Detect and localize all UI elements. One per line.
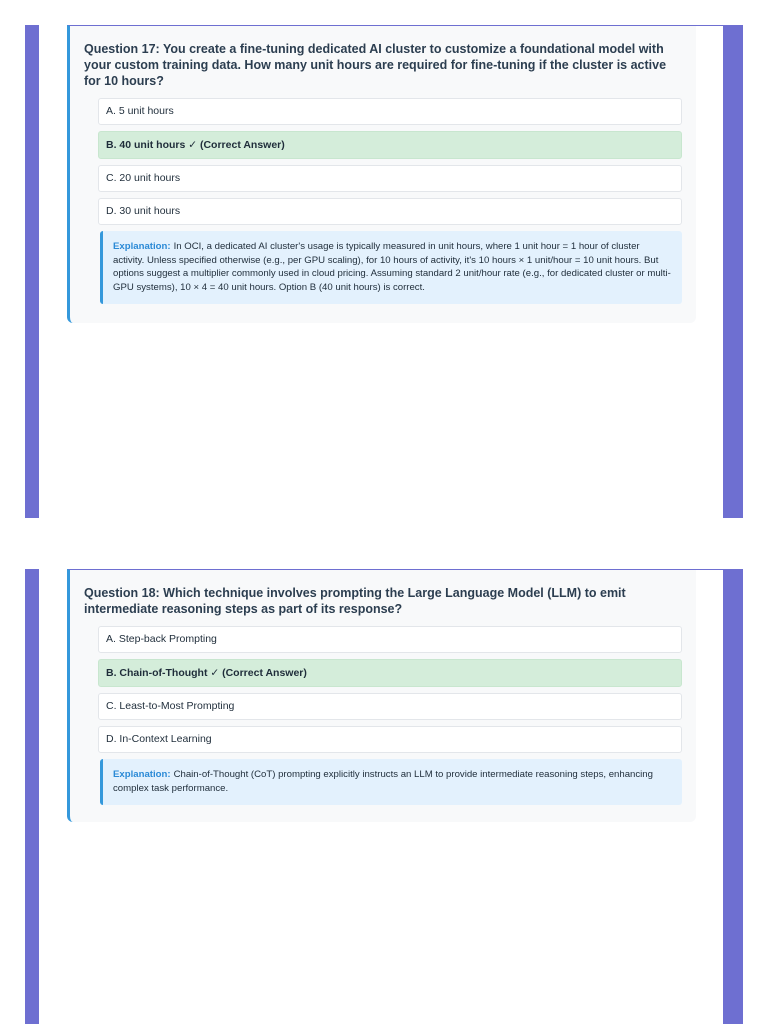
options-list	[98, 626, 682, 805]
option-c[interactable]: C. 20 unit hours	[98, 165, 682, 192]
explanation-label: Explanation:	[113, 241, 171, 252]
left-accent-bar	[25, 569, 39, 1024]
option-d[interactable]: D. 30 unit hours	[98, 198, 682, 225]
option-c[interactable]: C. Least-to-Most Prompting	[98, 693, 682, 720]
explanation-label: Explanation:	[113, 769, 171, 780]
option-b-correct[interactable]: B. 40 unit hours ✓ (Correct Answer)	[98, 131, 682, 159]
option-a[interactable]: A. Step-back Prompting	[98, 626, 682, 653]
explanation-text: In OCI, a dedicated AI cluster's usage is typically measured in unit hours, where 1 unit hour = 1 hour of cluster activity. Unless specified otherwise (e.g., per GPU scaling), for 10 hours of activity, it's 10 hours × 1 unit/hour = 10 unit hours. But options suggest a multiplier commonly used in cloud pricing. Assuming standard 2 unit/hour rate (e.g., for dedicated cluster or multi-GPU systems), 10 × 4 = 40 unit hours. Option B (40 unit hours) is correct.	[113, 241, 671, 293]
page-section-q17	[0, 25, 768, 518]
option-a[interactable]: A. 5 unit hours	[98, 98, 682, 125]
options-list	[98, 98, 682, 304]
page-section-q18	[0, 569, 768, 1024]
right-accent-bar	[723, 569, 743, 1024]
left-accent-bar	[25, 25, 39, 518]
question-card	[67, 569, 696, 822]
explanation-box	[100, 759, 682, 805]
option-b-correct[interactable]: B. Chain-of-Thought ✓ (Correct Answer)	[98, 659, 682, 687]
question-card	[67, 25, 696, 323]
option-d[interactable]: D. In-Context Learning	[98, 726, 682, 753]
explanation-box	[100, 231, 682, 304]
explanation-text: Chain-of-Thought (CoT) prompting explicitly instructs an LLM to provide intermediate reasoning steps, enhancing complex task performance.	[113, 769, 653, 794]
question-title: Question 18: Which technique involves prompting the Large Language Model (LLM) to emit intermediate reasoning steps as part of its response?	[84, 586, 626, 616]
card-top-edge	[696, 569, 723, 570]
question-title: Question 17: You create a fine-tuning dedicated AI cluster to customize a foundational model with your custom training data. How many unit hours are required for fine-tuning if the cluster is active for 10 hours?	[84, 42, 667, 88]
right-accent-bar	[723, 25, 743, 518]
card-top-edge	[696, 25, 723, 26]
